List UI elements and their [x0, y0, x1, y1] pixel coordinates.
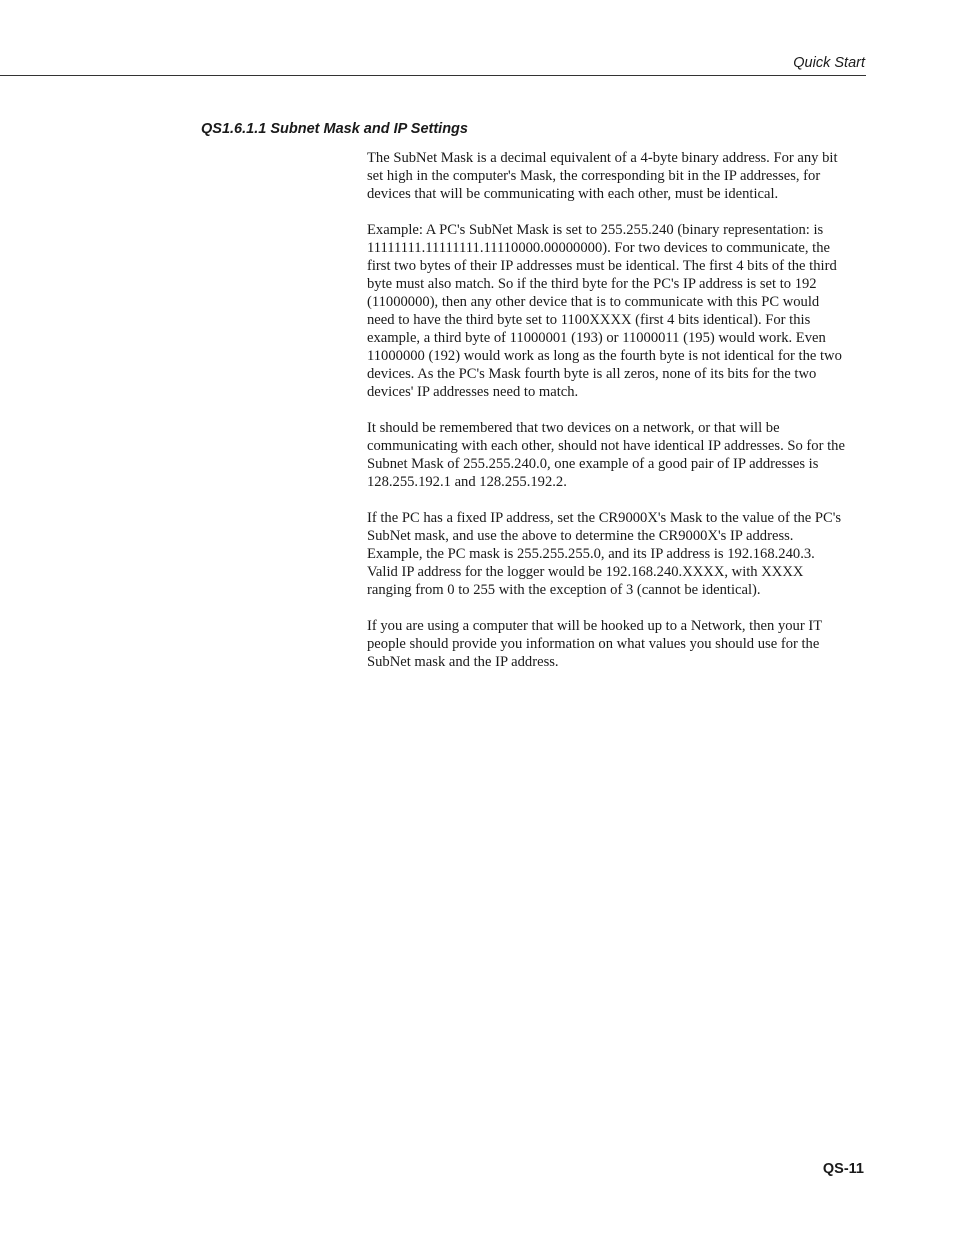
section-heading: QS1.6.1.1 Subnet Mask and IP Settings — [201, 121, 468, 137]
paragraph-network-it: If you are using a computer that will be hooked up to a Network, then your IT people should provide you information on what values you should use for the SubNet mask and the IP address. — [367, 618, 822, 670]
header-divider — [0, 75, 866, 76]
paragraph-subnet-example: Example: A PC's SubNet Mask is set to 255.255.240 (binary representation: is 11111111.11111111.11110000.00000000). For two devices to communicate, the first two bytes of their IP addresses must be identical. The first 4 bits of the third byte must also match. So if the third byte for the PC's IP address is set to 192 (11000000), then any other device that is to communicate with this PC would need to have the third byte set to 1100XXXX (first 4 bits identical). For this example, a third byte of 11000001 (193) or 11000011 (195) would work. Even 11000000 (192) would work as long as the fourth byte is not identical for the two devices. As the PC's Mask fourth byte is all zeros, none of its bits for the two devices' IP addresses need to match. — [367, 222, 842, 400]
running-header-title: Quick Start — [793, 55, 865, 71]
page-number: QS-11 — [822, 1161, 864, 1177]
paragraph-fixed-ip: If the PC has a fixed IP address, set the CR9000X's Mask to the value of the PC's SubNet mask, and use the above to determine the CR9000X's IP address. Example, the PC mask is 255.255.255.0, and its IP address is 192.168.240.3. Valid IP address for the logger would be 192.168.240.XXXX, with XXXX ranging from 0 to 255 with the exception of 3 (cannot be identical). — [367, 510, 842, 598]
paragraph-identical-addresses: It should be remembered that two devices on a network, or that will be communicating with each other, should not have identical IP addresses. So for the Subnet Mask of 255.255.240.0, one example of a good pair of IP addresses is 128.255.192.1 and 128.255.192.2. — [367, 420, 845, 490]
section-body — [367, 149, 845, 671]
paragraph-subnet-definition: The SubNet Mask is a decimal equivalent of a 4-byte binary address. For any bit set high in the computer's Mask, the corresponding bit in the IP addresses, for devices that will be communicating with each other, must be identical. — [367, 150, 838, 202]
